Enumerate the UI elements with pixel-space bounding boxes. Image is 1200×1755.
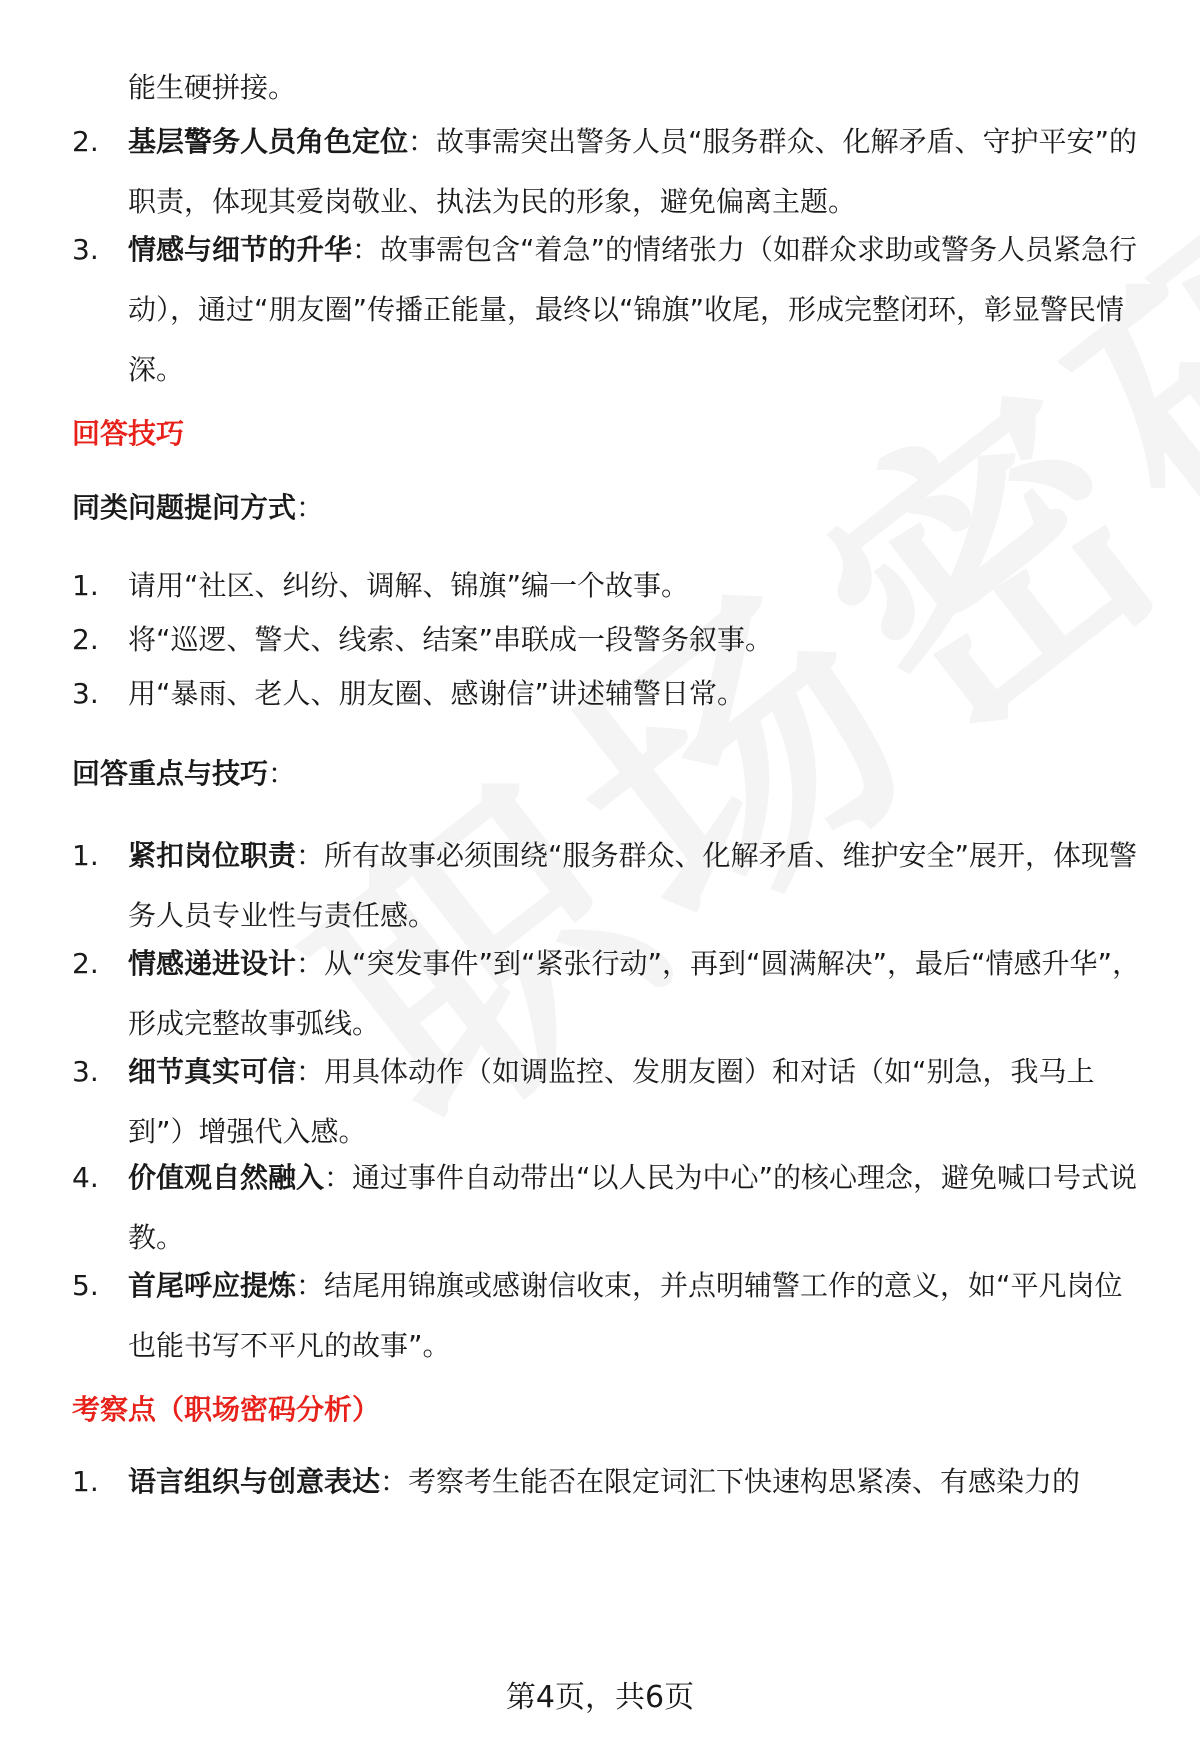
list-item-text — [128, 1042, 1142, 1162]
page-footer: 第4页，共6页 — [505, 1680, 695, 1715]
list-item-text — [128, 112, 1142, 232]
list-item-bold: 紧扣岗位职责 — [128, 839, 297, 872]
list-item-text — [128, 1148, 1142, 1268]
list-number: 2. — [72, 125, 99, 158]
list-number: 2. — [72, 947, 99, 980]
subheading-colon: ： — [268, 757, 297, 790]
list-item-body: ：考察考生能否在限定词汇下快速构思紧凑、有感染力的 — [380, 1465, 1081, 1498]
list-item-continuation — [72, 58, 1142, 118]
list-item-body: ：故事需突出警务人员“服务群众、化解矛盾、守护平安”的职责，体现其爱岗敬业、执法为民的形象，避免偏离主题。 — [128, 125, 1138, 218]
list-number: 1. — [72, 569, 99, 602]
list-item-body: ：故事需包含“着急”的情绪张力（如群众求助或警务人员紧急行动），通过“朋友圈”传播正能量，最终以“锦旗”收尾，形成完整闭环，彰显警民情深。 — [128, 233, 1138, 386]
list-number: 3. — [72, 1055, 99, 1088]
list-item-text — [128, 220, 1142, 400]
subheading-similar-questions — [72, 488, 324, 528]
list-number: 2. — [72, 623, 99, 656]
list-item-text: 请用“社区、纠纷、调解、锦旗”编一个故事。 — [128, 569, 690, 602]
list-item-body: ：所有故事必须围绕“服务群众、化解矛盾、维护安全”展开，体现警务人员专业性与责任感。 — [128, 839, 1138, 932]
list-item — [72, 1042, 1142, 1162]
list-item — [72, 556, 1142, 616]
subheading-label: 回答重点与技巧 — [72, 757, 269, 790]
list-number: 5. — [72, 1269, 99, 1302]
list-item — [72, 220, 1142, 400]
list-number: 3. — [72, 677, 99, 710]
list-item-text — [128, 934, 1142, 1054]
list-item — [72, 1256, 1142, 1376]
section-title-exam-points: 考察点（职场密码分析） — [72, 1393, 381, 1426]
subheading-label: 同类问题提问方式 — [72, 491, 297, 524]
list-item-bold: 基层警务人员角色定位 — [128, 125, 409, 158]
subheading-key-points — [72, 754, 296, 794]
list-number: 1. — [72, 1465, 99, 1498]
list-item — [72, 1148, 1142, 1268]
list-item — [72, 664, 1142, 724]
list-item-body: ：用具体动作（如调监控、发朋友圈）和对话（如“别急，我马上到”）增强代入感。 — [128, 1055, 1095, 1148]
list-item-body: ：结尾用锦旗或感谢信收束，并点明辅警工作的意义，如“平凡岗位也能书写不平凡的故事”。 — [128, 1269, 1123, 1362]
list-item — [72, 1452, 1142, 1512]
list-item-bold: 情感与细节的升华 — [128, 233, 353, 266]
subheading-colon: ： — [296, 491, 325, 524]
list-number: 4. — [72, 1161, 99, 1194]
list-item-bold: 首尾呼应提炼 — [128, 1269, 297, 1302]
list-item-bold: 语言组织与创意表达 — [128, 1465, 381, 1498]
list-item — [72, 610, 1142, 670]
list-item-text — [128, 1256, 1142, 1376]
list-item-body: ：从“突发事件”到“紧张行动”，再到“圆满解决”，最后“情感升华”，形成完整故事弧线。 — [128, 947, 1141, 1040]
list-item-bold: 价值观自然融入 — [128, 1161, 325, 1194]
list-item-text — [128, 826, 1142, 946]
list-item-body: ：通过事件自动带出“以人民为中心”的核心理念，避免喊口号式说教。 — [128, 1161, 1138, 1254]
list-item-text — [128, 1452, 1142, 1512]
list-item-text: 用“暴雨、老人、朋友圈、感谢信”讲述辅警日常。 — [128, 677, 746, 710]
list-item-bold: 情感递进设计 — [128, 947, 297, 980]
list-item — [72, 934, 1142, 1054]
list-item — [72, 826, 1142, 946]
list-number: 1. — [72, 839, 99, 872]
list-number: 3. — [72, 233, 99, 266]
list-item-text: 将“巡逻、警犬、线索、结案”串联成一段警务叙事。 — [128, 623, 774, 656]
list-item — [72, 112, 1142, 232]
section-title-answer-skills: 回答技巧 — [72, 417, 185, 450]
list-item-bold: 细节真实可信 — [128, 1055, 297, 1088]
list-item-text: 能生硬拼接。 — [128, 71, 297, 104]
